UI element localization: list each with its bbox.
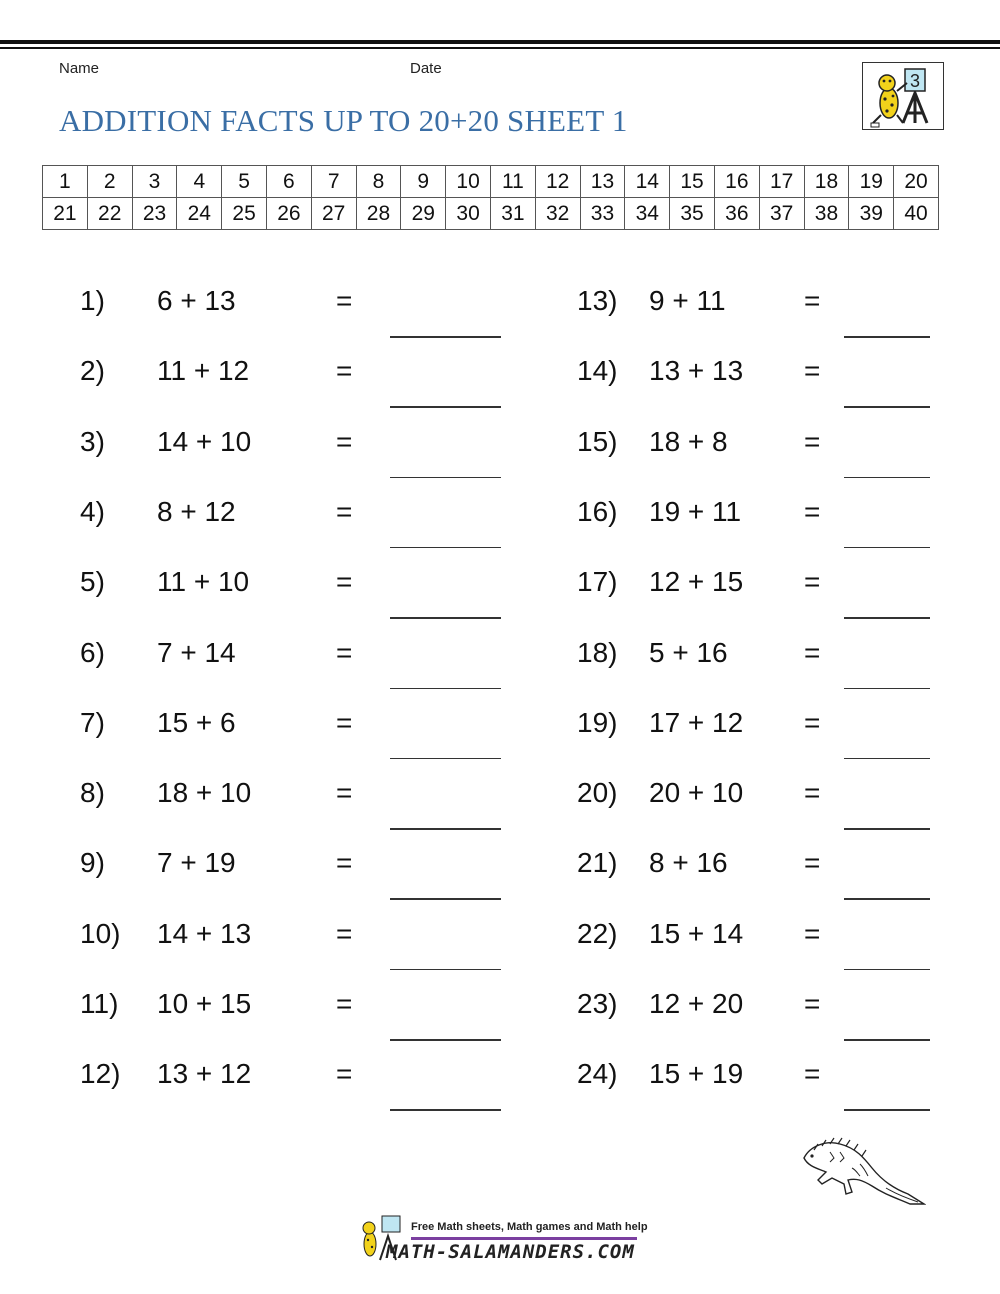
equals-sign: = [336,566,353,598]
question-expression: 12 + 15 [649,566,744,598]
equals-sign: = [336,636,353,668]
number-line-cell: 28 [356,198,401,230]
question-number: 14) [577,355,618,387]
equals-sign: = [804,777,821,809]
number-line-cell: 36 [714,198,759,230]
salamander-logo-icon [863,63,943,129]
name-label: Name [59,60,100,77]
number-line-cell: 33 [580,198,625,230]
question-expression: 11 + 10 [157,566,250,598]
number-line-cell: 7 [311,166,356,198]
answer-line[interactable] [844,547,930,549]
equals-sign: = [336,988,353,1019]
number-line-cell: 9 [401,166,446,198]
question-expression: 14 + 10 [157,425,252,457]
number-line-cell: 24 [177,198,222,230]
answer-line[interactable] [390,898,501,900]
question-expression: 6 + 13 [157,285,236,316]
footer-brand-name: MATH-SALAMANDERS.COM [386,1241,635,1263]
equals-sign: = [804,1058,821,1090]
top-rule [0,40,1000,44]
question-expression: 20 + 10 [649,777,744,809]
question-number: 10) [80,917,121,949]
number-line-cell: 18 [804,166,849,198]
equals-sign: = [336,847,353,879]
number-line-cell: 37 [759,198,804,230]
question-number: 4) [80,495,105,527]
equals-sign: = [336,777,353,809]
number-line-cell: 25 [222,198,267,230]
answer-line[interactable] [390,547,501,549]
number-line-cell: 6 [266,166,311,198]
number-line-cell: 19 [849,166,894,198]
answer-line[interactable] [844,898,930,900]
number-line-cell: 20 [894,166,939,198]
question-number: 6) [80,636,105,668]
question-number: 13) [577,285,618,316]
number-line-cell: 23 [132,198,177,230]
equals-sign: = [804,847,821,879]
date-label: Date [410,60,442,77]
question-number: 9) [80,847,105,879]
number-line-cell: 15 [670,166,715,198]
number-line-cell: 8 [356,166,401,198]
question-number: 18) [577,636,618,668]
equals-sign: = [804,566,821,598]
number-line-cell: 4 [177,166,222,198]
equals-sign: = [804,706,821,738]
answer-line[interactable] [844,1039,930,1041]
question-number: 23) [577,988,618,1019]
answer-line[interactable] [844,617,930,619]
answer-line[interactable] [390,1109,501,1111]
equals-sign: = [804,425,821,457]
number-line-cell: 34 [625,198,670,230]
number-line-cell: 11 [490,166,535,198]
question-expression: 10 + 15 [157,988,252,1019]
number-line-cell: 39 [849,198,894,230]
question-number: 8) [80,777,105,809]
answer-line[interactable] [390,688,501,690]
worksheet-title: ADDITION FACTS UP TO 20+20 SHEET 1 [59,103,628,138]
answer-line[interactable] [844,336,930,338]
equals-sign: = [336,495,353,527]
question-number: 22) [577,917,618,949]
number-line-cell: 12 [535,166,580,198]
answer-line[interactable] [844,688,930,690]
number-line-cell: 3 [132,166,177,198]
question-expression: 18 + 10 [157,777,252,809]
question-number: 7) [80,706,105,738]
number-line-cell: 13 [580,166,625,198]
equals-sign: = [804,285,821,316]
question-number: 2) [80,355,105,387]
equals-sign: = [336,1058,353,1090]
question-number: 12) [80,1058,121,1090]
number-line-cell: 14 [625,166,670,198]
equals-sign: = [336,285,353,316]
number-line-cell: 30 [446,198,491,230]
answer-line[interactable] [844,1109,930,1111]
salamander-illustration-icon [800,1128,926,1212]
number-line-cell: 2 [87,166,132,198]
question-expression: 15 + 19 [649,1058,744,1090]
question-expression: 19 + 11 [649,495,742,527]
question-number: 16) [577,495,618,527]
equals-sign: = [336,355,353,387]
question-expression: 7 + 19 [157,847,236,879]
question-expression: 17 + 12 [649,706,744,738]
question-number: 19) [577,706,618,738]
question-number: 24) [577,1058,618,1090]
question-number: 11) [80,988,119,1019]
number-line-cell: 22 [87,198,132,230]
question-expression: 12 + 20 [649,988,744,1019]
answer-line[interactable] [844,969,930,971]
question-expression: 8 + 12 [157,495,236,527]
question-number: 15) [577,425,618,457]
equals-sign: = [804,988,821,1019]
number-line-cell: 10 [446,166,491,198]
number-line-cell: 5 [222,166,267,198]
question-expression: 9 + 11 [649,285,726,316]
question-number: 21) [577,847,618,879]
question-expression: 15 + 14 [649,917,744,949]
number-line-table [42,165,939,230]
equals-sign: = [804,355,821,387]
question-number: 17) [577,566,618,598]
question-expression: 18 + 8 [649,425,728,457]
number-line-cell: 40 [894,198,939,230]
number-line-cell: 27 [311,198,356,230]
number-line-cell: 16 [714,166,759,198]
number-line-cell: 31 [490,198,535,230]
answer-line[interactable] [390,969,501,971]
question-number: 3) [80,425,105,457]
question-expression: 14 + 13 [157,917,252,949]
equals-sign: = [804,636,821,668]
number-line-cell: 21 [43,198,88,230]
grade-badge-logo [862,62,944,130]
equals-sign: = [804,917,821,949]
number-line-cell: 26 [266,198,311,230]
number-line-row [43,198,939,230]
answer-line[interactable] [390,828,501,830]
question-number: 20) [577,777,618,809]
number-line-cell: 35 [670,198,715,230]
equals-sign: = [804,495,821,527]
answer-line[interactable] [844,758,930,760]
number-line-cell: 38 [804,198,849,230]
footer-divider [411,1237,637,1240]
answer-line[interactable] [390,1039,501,1041]
answer-line[interactable] [844,828,930,830]
answer-line[interactable] [390,477,501,479]
equals-sign: = [336,706,353,738]
question-expression: 15 + 6 [157,706,236,738]
answer-line[interactable] [844,477,930,479]
number-line-cell: 17 [759,166,804,198]
number-line-cell: 29 [401,198,446,230]
question-expression: 13 + 13 [649,355,744,387]
equals-sign: = [336,917,353,949]
answer-line[interactable] [390,617,501,619]
top-rule-thin [0,47,1000,49]
answer-line[interactable] [390,336,501,338]
number-line-cell: 32 [535,198,580,230]
footer-tagline: Free Math sheets, Math games and Math help [411,1221,648,1233]
question-number: 5) [80,566,105,598]
grade-number: 3 [909,71,921,91]
answer-line[interactable] [390,758,501,760]
equals-sign: = [336,425,353,457]
question-expression: 7 + 14 [157,636,236,668]
question-expression: 11 + 12 [157,355,250,387]
number-line-cell: 1 [43,166,88,198]
question-expression: 13 + 12 [157,1058,252,1090]
question-expression: 5 + 16 [649,636,728,668]
answer-line[interactable] [844,406,930,408]
question-expression: 8 + 16 [649,847,728,879]
number-line-row [43,166,939,198]
answer-line[interactable] [390,406,501,408]
question-number: 1) [80,285,105,316]
